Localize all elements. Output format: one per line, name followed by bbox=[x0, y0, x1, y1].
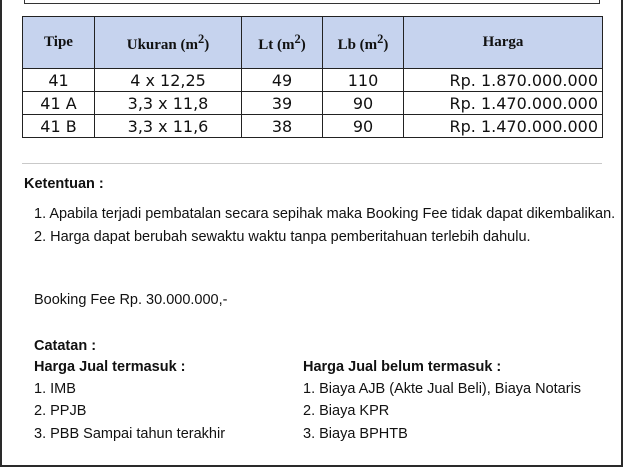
cell-harga: Rp. 1.870.000.000 bbox=[404, 69, 603, 92]
header-tipe: Tipe bbox=[23, 17, 95, 69]
cell-ukuran: 3,3 x 11,8 bbox=[95, 92, 242, 115]
ketentuan-item-2: 2. Harga dapat berubah sewaktu waktu tanpa pemberitahuan terlebih dahulu. bbox=[34, 229, 531, 245]
cell-ukuran: 4 x 12,25 bbox=[95, 69, 242, 92]
header-ukuran: Ukuran $(m^2)$ bbox=[95, 17, 242, 69]
header-lb: Lb $(m^2)$ bbox=[323, 17, 404, 69]
table-row bbox=[23, 115, 603, 138]
catatan-title: Catatan : bbox=[34, 338, 97, 354]
top-box-remnant bbox=[24, 0, 600, 4]
table-row bbox=[23, 92, 603, 115]
termasuk-item-3: 3. PBB Sampai tahun terakhir bbox=[34, 426, 226, 442]
cell-lb: 110 bbox=[323, 69, 404, 92]
termasuk-item-2: 2. PPJB bbox=[34, 403, 87, 419]
cell-lb: 90 bbox=[323, 115, 404, 138]
ketentuan-title: Ketentuan : bbox=[24, 176, 104, 192]
belum-termasuk-title: Harga Jual belum termasuk : bbox=[303, 359, 502, 375]
belum-termasuk-item-1: 1. Biaya AJB (Akte Jual Beli), Biaya Notaris bbox=[303, 381, 582, 397]
booking-fee: Booking Fee Rp. 30.000.000,- bbox=[34, 292, 228, 308]
cell-tipe: 41 B bbox=[23, 115, 95, 138]
cell-tipe: 41 bbox=[23, 69, 95, 92]
belum-termasuk-item-2: 2. Biaya KPR bbox=[303, 403, 390, 419]
belum-termasuk-item-3: 3. Biaya BPHTB bbox=[303, 426, 408, 442]
cell-lt: 38 bbox=[242, 115, 323, 138]
cell-lt: 39 bbox=[242, 92, 323, 115]
cell-lb: 90 bbox=[323, 92, 404, 115]
header-lt: Lt $(m^2)$ bbox=[242, 17, 323, 69]
cell-ukuran: 3,3 x 11,6 bbox=[95, 115, 242, 138]
cell-tipe: 41 A bbox=[23, 92, 95, 115]
section-divider bbox=[22, 163, 602, 164]
termasuk-title: Harga Jual termasuk : bbox=[34, 359, 186, 375]
table-row bbox=[23, 69, 603, 92]
cell-lt: 49 bbox=[242, 69, 323, 92]
header-harga: Harga bbox=[404, 17, 603, 69]
termasuk-item-1: 1. IMB bbox=[34, 381, 76, 397]
cell-harga: Rp. 1.470.000.000 bbox=[404, 115, 603, 138]
price-table bbox=[22, 16, 603, 138]
ketentuan-item-1: 1. Apabila terjadi pembatalan secara sepihak maka Booking Fee tidak dapat dikembalikan. bbox=[34, 206, 616, 222]
table-header-row bbox=[23, 17, 603, 69]
cell-harga: Rp. 1.470.000.000 bbox=[404, 92, 603, 115]
frame-left-edge bbox=[0, 0, 2, 467]
